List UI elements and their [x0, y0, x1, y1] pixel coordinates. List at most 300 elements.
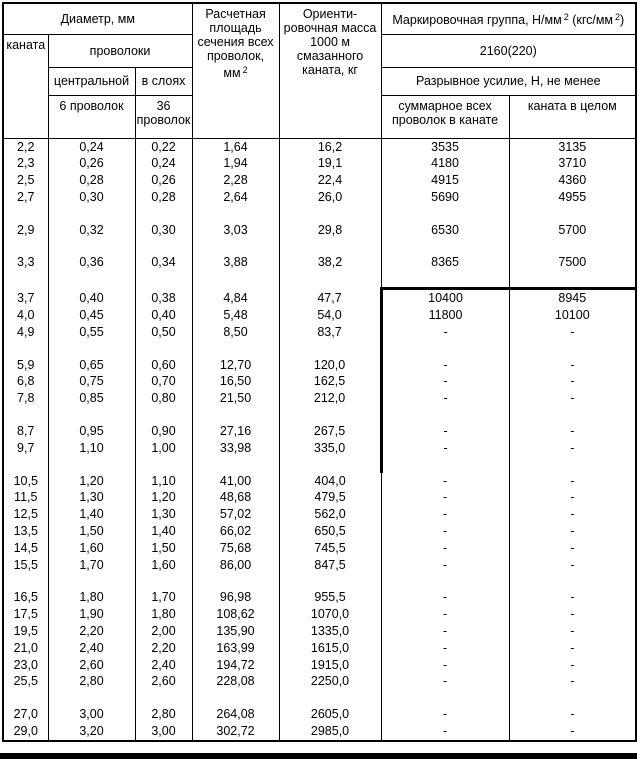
table-cell: 1,10 — [48, 440, 135, 457]
table-cell: 10,5 — [3, 473, 48, 490]
table-cell: 11800 — [381, 307, 509, 324]
table-cell: - — [381, 557, 509, 574]
superscript-2: 2 — [563, 12, 569, 23]
spacer-cell — [509, 271, 636, 289]
table-cell: 1,80 — [48, 589, 135, 606]
spacer-cell — [48, 238, 135, 254]
spacer-cell — [279, 690, 381, 706]
table-cell: 847,5 — [279, 557, 381, 574]
table-cell: 5,9 — [3, 357, 48, 374]
table-cell: 0,40 — [135, 307, 192, 324]
table-cell: - — [381, 673, 509, 690]
spacer-cell — [509, 407, 636, 423]
table-cell: 1,10 — [135, 473, 192, 490]
header-calc-area-text: Расчетная площадь сечения всех проволок, мм — [197, 7, 274, 80]
table-cell: 1,60 — [135, 557, 192, 574]
spacer-cell — [135, 407, 192, 423]
table-cell: 0,30 — [135, 222, 192, 239]
table-cell: 4360 — [509, 172, 636, 189]
table-cell: 0,32 — [48, 222, 135, 239]
table-row — [3, 706, 636, 723]
table-cell: - — [509, 623, 636, 640]
table-cell: 3,3 — [3, 254, 48, 271]
table-cell: 1,60 — [48, 540, 135, 557]
table-cell: - — [509, 640, 636, 657]
table-cell: 0,24 — [48, 138, 135, 155]
table-cell: 4955 — [509, 189, 636, 206]
rope-spec-table — [2, 2, 637, 742]
table-cell: 4,84 — [192, 289, 279, 307]
table-cell: 745,5 — [279, 540, 381, 557]
table-cell: 1,30 — [135, 506, 192, 523]
spacer-cell — [48, 690, 135, 706]
table-cell: - — [381, 589, 509, 606]
table-cell: 404,0 — [279, 473, 381, 490]
table-cell: 13,5 — [3, 523, 48, 540]
spacer-cell — [3, 457, 48, 473]
spacer-cell — [192, 457, 279, 473]
table-cell: 3,03 — [192, 222, 279, 239]
table-cell: 83,7 — [279, 324, 381, 341]
table-cell: 19,5 — [3, 623, 48, 640]
table-cell: - — [381, 390, 509, 407]
spacer-cell — [48, 271, 135, 289]
header-calc-area — [192, 3, 279, 138]
bottom-black-bar — [0, 753, 637, 759]
spacer-cell — [381, 271, 509, 289]
table-cell: - — [509, 723, 636, 741]
table-cell: 3135 — [509, 138, 636, 155]
table-cell: 9,7 — [3, 440, 48, 457]
table-row — [3, 673, 636, 690]
table-cell: 2,60 — [135, 673, 192, 690]
table-cell: 2250,0 — [279, 673, 381, 690]
table-cell: - — [381, 540, 509, 557]
table-cell: 120,0 — [279, 357, 381, 374]
spacer-cell — [509, 457, 636, 473]
table-cell: 5700 — [509, 222, 636, 239]
header-breaking-force: Разрывное усилие, Н, не менее — [381, 67, 636, 95]
table-row — [3, 189, 636, 206]
table-cell: 0,22 — [135, 138, 192, 155]
superscript-2: 2 — [615, 12, 621, 23]
table-cell: - — [509, 390, 636, 407]
table-cell: 3,00 — [135, 723, 192, 741]
table-cell: 2,80 — [48, 673, 135, 690]
table-cell: 562,0 — [279, 506, 381, 523]
table-cell: - — [381, 357, 509, 374]
header-marking-group — [381, 3, 636, 34]
table-row — [3, 357, 636, 374]
table-row — [3, 324, 636, 341]
table-cell: 0,95 — [48, 423, 135, 440]
table-cell: 2,60 — [48, 657, 135, 674]
table-cell: 4,0 — [3, 307, 48, 324]
table-cell: 267,5 — [279, 423, 381, 440]
table-cell: 27,16 — [192, 423, 279, 440]
spacer-cell — [3, 690, 48, 706]
table-cell: 2,7 — [3, 189, 48, 206]
table-cell: 21,0 — [3, 640, 48, 657]
header-wires: проволоки — [48, 34, 192, 67]
table-cell: 479,5 — [279, 489, 381, 506]
spacer-cell — [279, 271, 381, 289]
spacer-row — [3, 573, 636, 589]
spacer-cell — [3, 206, 48, 222]
table-cell: 47,7 — [279, 289, 381, 307]
spacer-cell — [509, 690, 636, 706]
table-cell: 17,5 — [3, 606, 48, 623]
spacer-row — [3, 271, 636, 289]
table-row — [3, 373, 636, 390]
spacer-cell — [381, 341, 509, 357]
table-cell: 25,5 — [3, 673, 48, 690]
table-cell: 7,8 — [3, 390, 48, 407]
spacer-row — [3, 238, 636, 254]
table-cell: 48,68 — [192, 489, 279, 506]
table-cell: 0,30 — [48, 189, 135, 206]
spacer-cell — [3, 271, 48, 289]
table-body — [3, 138, 636, 741]
table-cell: 955,5 — [279, 589, 381, 606]
spacer-cell — [509, 341, 636, 357]
table-cell: 0,40 — [48, 289, 135, 307]
table-cell: 1915,0 — [279, 657, 381, 674]
table-cell: 0,26 — [48, 155, 135, 172]
table-cell: 1,40 — [135, 523, 192, 540]
table-cell: - — [509, 506, 636, 523]
table-row — [3, 423, 636, 440]
spacer-cell — [381, 573, 509, 589]
table-row — [3, 623, 636, 640]
table-cell: 0,90 — [135, 423, 192, 440]
spacer-cell — [48, 407, 135, 423]
table-cell: 2,40 — [135, 657, 192, 674]
table-cell: 0,36 — [48, 254, 135, 271]
spacer-cell — [3, 573, 48, 589]
table-cell: - — [509, 373, 636, 390]
table-cell: 228,08 — [192, 673, 279, 690]
table-cell: 3,20 — [48, 723, 135, 741]
table-cell: 4,9 — [3, 324, 48, 341]
spacer-cell — [381, 206, 509, 222]
header-row-1 — [3, 3, 636, 34]
table-cell: 0,55 — [48, 324, 135, 341]
table-row — [3, 138, 636, 155]
header-rope: каната — [3, 34, 48, 138]
spacer-cell — [279, 573, 381, 589]
table-cell: - — [381, 623, 509, 640]
table-cell: - — [381, 489, 509, 506]
table-cell: 8365 — [381, 254, 509, 271]
spacer-row — [3, 206, 636, 222]
table-cell: - — [509, 357, 636, 374]
table-cell: 162,5 — [279, 373, 381, 390]
table-row — [3, 540, 636, 557]
table-row — [3, 589, 636, 606]
table-row — [3, 222, 636, 239]
marking-suffix: ) — [620, 13, 625, 28]
table-cell: - — [381, 506, 509, 523]
table-cell: 10400 — [381, 289, 509, 307]
table-cell: 21,50 — [192, 390, 279, 407]
table-cell: 212,0 — [279, 390, 381, 407]
spacer-cell — [3, 341, 48, 357]
table-cell: 2,2 — [3, 138, 48, 155]
header-rope-whole: каната в целом — [509, 95, 636, 138]
spacer-cell — [192, 341, 279, 357]
table-cell: 0,75 — [48, 373, 135, 390]
table-cell: 23,0 — [3, 657, 48, 674]
table-cell: 2,40 — [48, 640, 135, 657]
spacer-cell — [48, 206, 135, 222]
header-marking-value: 2160(220) — [381, 34, 636, 67]
table-cell: 38,2 — [279, 254, 381, 271]
table-cell: 4915 — [381, 172, 509, 189]
spacer-cell — [509, 573, 636, 589]
table-cell: 11,5 — [3, 489, 48, 506]
table-cell: 108,62 — [192, 606, 279, 623]
spacer-cell — [135, 206, 192, 222]
table-cell: 1,70 — [48, 557, 135, 574]
table-cell: 22,4 — [279, 172, 381, 189]
table-cell: 0,34 — [135, 254, 192, 271]
table-cell: - — [381, 324, 509, 341]
table-cell: 0,80 — [135, 390, 192, 407]
table-row — [3, 473, 636, 490]
table-cell: - — [381, 640, 509, 657]
table-cell: 5690 — [381, 189, 509, 206]
table-cell: - — [381, 706, 509, 723]
table-cell: 3,00 — [48, 706, 135, 723]
table-cell: 2,28 — [192, 172, 279, 189]
spacer-cell — [279, 341, 381, 357]
table-cell: - — [509, 706, 636, 723]
spacer-cell — [279, 457, 381, 473]
table-cell: 1070,0 — [279, 606, 381, 623]
table-cell: 15,5 — [3, 557, 48, 574]
table-cell: 3,88 — [192, 254, 279, 271]
table-cell: 0,60 — [135, 357, 192, 374]
marking-mid: (кгс/мм — [568, 13, 614, 28]
spacer-cell — [279, 407, 381, 423]
superscript-2: 2 — [242, 65, 248, 75]
spacer-cell — [381, 407, 509, 423]
table-cell: 302,72 — [192, 723, 279, 741]
table-cell: 650,5 — [279, 523, 381, 540]
table-cell: - — [509, 540, 636, 557]
spacer-cell — [48, 573, 135, 589]
table-row — [3, 254, 636, 271]
table-row — [3, 489, 636, 506]
table-cell: - — [381, 723, 509, 741]
table-cell: 0,70 — [135, 373, 192, 390]
table-cell: - — [381, 606, 509, 623]
table-cell: 2,00 — [135, 623, 192, 640]
spacer-row — [3, 690, 636, 706]
table-cell: - — [381, 373, 509, 390]
table-cell: 2,20 — [48, 623, 135, 640]
table-row — [3, 640, 636, 657]
table-cell: 1,50 — [135, 540, 192, 557]
table-cell: 1615,0 — [279, 640, 381, 657]
header-diameter: Диаметр, мм — [3, 3, 192, 34]
table-cell: 96,98 — [192, 589, 279, 606]
table-cell: 14,5 — [3, 540, 48, 557]
table-cell: - — [509, 489, 636, 506]
spacer-cell — [48, 341, 135, 357]
table-cell: 1,80 — [135, 606, 192, 623]
spacer-cell — [135, 573, 192, 589]
spacer-cell — [192, 690, 279, 706]
spacer-cell — [48, 457, 135, 473]
table-cell: - — [509, 589, 636, 606]
table-cell: 12,5 — [3, 506, 48, 523]
table-cell: 1,40 — [48, 506, 135, 523]
table-cell: 3710 — [509, 155, 636, 172]
table-cell: 1,64 — [192, 138, 279, 155]
table-cell: 2605,0 — [279, 706, 381, 723]
spacer-cell — [192, 407, 279, 423]
table-cell: 264,08 — [192, 706, 279, 723]
table-cell: 8,50 — [192, 324, 279, 341]
table-row — [3, 440, 636, 457]
table-cell: 0,85 — [48, 390, 135, 407]
table-cell: - — [509, 473, 636, 490]
table-cell: 163,99 — [192, 640, 279, 657]
table-cell: 2,20 — [135, 640, 192, 657]
header-sum-wires: суммарное всех проволок в канате — [381, 95, 509, 138]
table-cell: 2,3 — [3, 155, 48, 172]
table-cell: 1,20 — [48, 473, 135, 490]
spacer-cell — [509, 238, 636, 254]
table-cell: 2,9 — [3, 222, 48, 239]
header-central-wire: центральной — [48, 67, 135, 95]
table-cell: 0,28 — [135, 189, 192, 206]
table-cell: - — [381, 440, 509, 457]
table-cell: 194,72 — [192, 657, 279, 674]
spacer-cell — [192, 238, 279, 254]
spacer-cell — [381, 457, 509, 473]
table-cell: 6,8 — [3, 373, 48, 390]
spacer-cell — [192, 206, 279, 222]
spacer-cell — [192, 271, 279, 289]
table-cell: 6530 — [381, 222, 509, 239]
table-cell: - — [509, 523, 636, 540]
spacer-cell — [135, 271, 192, 289]
table-cell: - — [381, 423, 509, 440]
marking-prefix: Маркировочная группа, Н/мм — [392, 13, 562, 28]
table-cell: 0,26 — [135, 172, 192, 189]
table-cell: 2985,0 — [279, 723, 381, 741]
table-row — [3, 523, 636, 540]
table-cell: 335,0 — [279, 440, 381, 457]
header-six-wires: 6 проволок — [48, 95, 135, 138]
table-cell: 1,50 — [48, 523, 135, 540]
table-cell: 2,80 — [135, 706, 192, 723]
table-cell: 16,5 — [3, 589, 48, 606]
table-cell: 29,0 — [3, 723, 48, 741]
table-cell: - — [509, 673, 636, 690]
spacer-cell — [135, 341, 192, 357]
table-cell: 0,45 — [48, 307, 135, 324]
table-row — [3, 307, 636, 324]
spacer-cell — [279, 206, 381, 222]
table-cell: 54,0 — [279, 307, 381, 324]
table-cell: 0,24 — [135, 155, 192, 172]
table-cell: 3535 — [381, 138, 509, 155]
table-row — [3, 657, 636, 674]
table-cell: 0,38 — [135, 289, 192, 307]
spacer-cell — [3, 407, 48, 423]
table-cell: 0,28 — [48, 172, 135, 189]
table-row — [3, 172, 636, 189]
table-cell: 27,0 — [3, 706, 48, 723]
table-cell: 1,90 — [48, 606, 135, 623]
spacer-row — [3, 407, 636, 423]
table-cell: 135,90 — [192, 623, 279, 640]
spacer-cell — [3, 238, 48, 254]
spacer-cell — [135, 238, 192, 254]
table-cell: 1335,0 — [279, 623, 381, 640]
spacer-cell — [381, 690, 509, 706]
table-cell: 1,94 — [192, 155, 279, 172]
table-cell: 75,68 — [192, 540, 279, 557]
table-cell: 33,98 — [192, 440, 279, 457]
table-cell: 66,02 — [192, 523, 279, 540]
table-row — [3, 155, 636, 172]
spacer-cell — [279, 238, 381, 254]
table-header — [3, 3, 636, 138]
table-cell: 1,70 — [135, 589, 192, 606]
table-cell: 10100 — [509, 307, 636, 324]
table-cell: 16,2 — [279, 138, 381, 155]
table-row — [3, 390, 636, 407]
table-cell: 2,5 — [3, 172, 48, 189]
spacer-cell — [135, 457, 192, 473]
table-cell: 7500 — [509, 254, 636, 271]
table-row — [3, 289, 636, 307]
spacer-cell — [381, 238, 509, 254]
spacer-cell — [192, 573, 279, 589]
table-cell: 19,1 — [279, 155, 381, 172]
table-cell: 5,48 — [192, 307, 279, 324]
table-row — [3, 606, 636, 623]
table-cell: 41,00 — [192, 473, 279, 490]
table-cell: 0,50 — [135, 324, 192, 341]
table-cell: 0,65 — [48, 357, 135, 374]
table-cell: 29,8 — [279, 222, 381, 239]
table-cell: 1,20 — [135, 489, 192, 506]
table-cell: 86,00 — [192, 557, 279, 574]
table-cell: - — [381, 473, 509, 490]
table-row — [3, 557, 636, 574]
table-cell: 26,0 — [279, 189, 381, 206]
table-cell: - — [509, 324, 636, 341]
table-cell: - — [509, 423, 636, 440]
table-row — [3, 506, 636, 523]
table-cell: 8,7 — [3, 423, 48, 440]
spacer-row — [3, 341, 636, 357]
table-cell: 1,00 — [135, 440, 192, 457]
header-approx-mass: Ориенти-ровочная масса 1000 м смазанного каната, кг — [279, 3, 381, 138]
table-cell: 2,64 — [192, 189, 279, 206]
table-cell: - — [509, 606, 636, 623]
table-cell: - — [509, 657, 636, 674]
table-cell: - — [381, 523, 509, 540]
header-thirtysix-wires: 36 проволок — [135, 95, 192, 138]
table-row — [3, 723, 636, 741]
